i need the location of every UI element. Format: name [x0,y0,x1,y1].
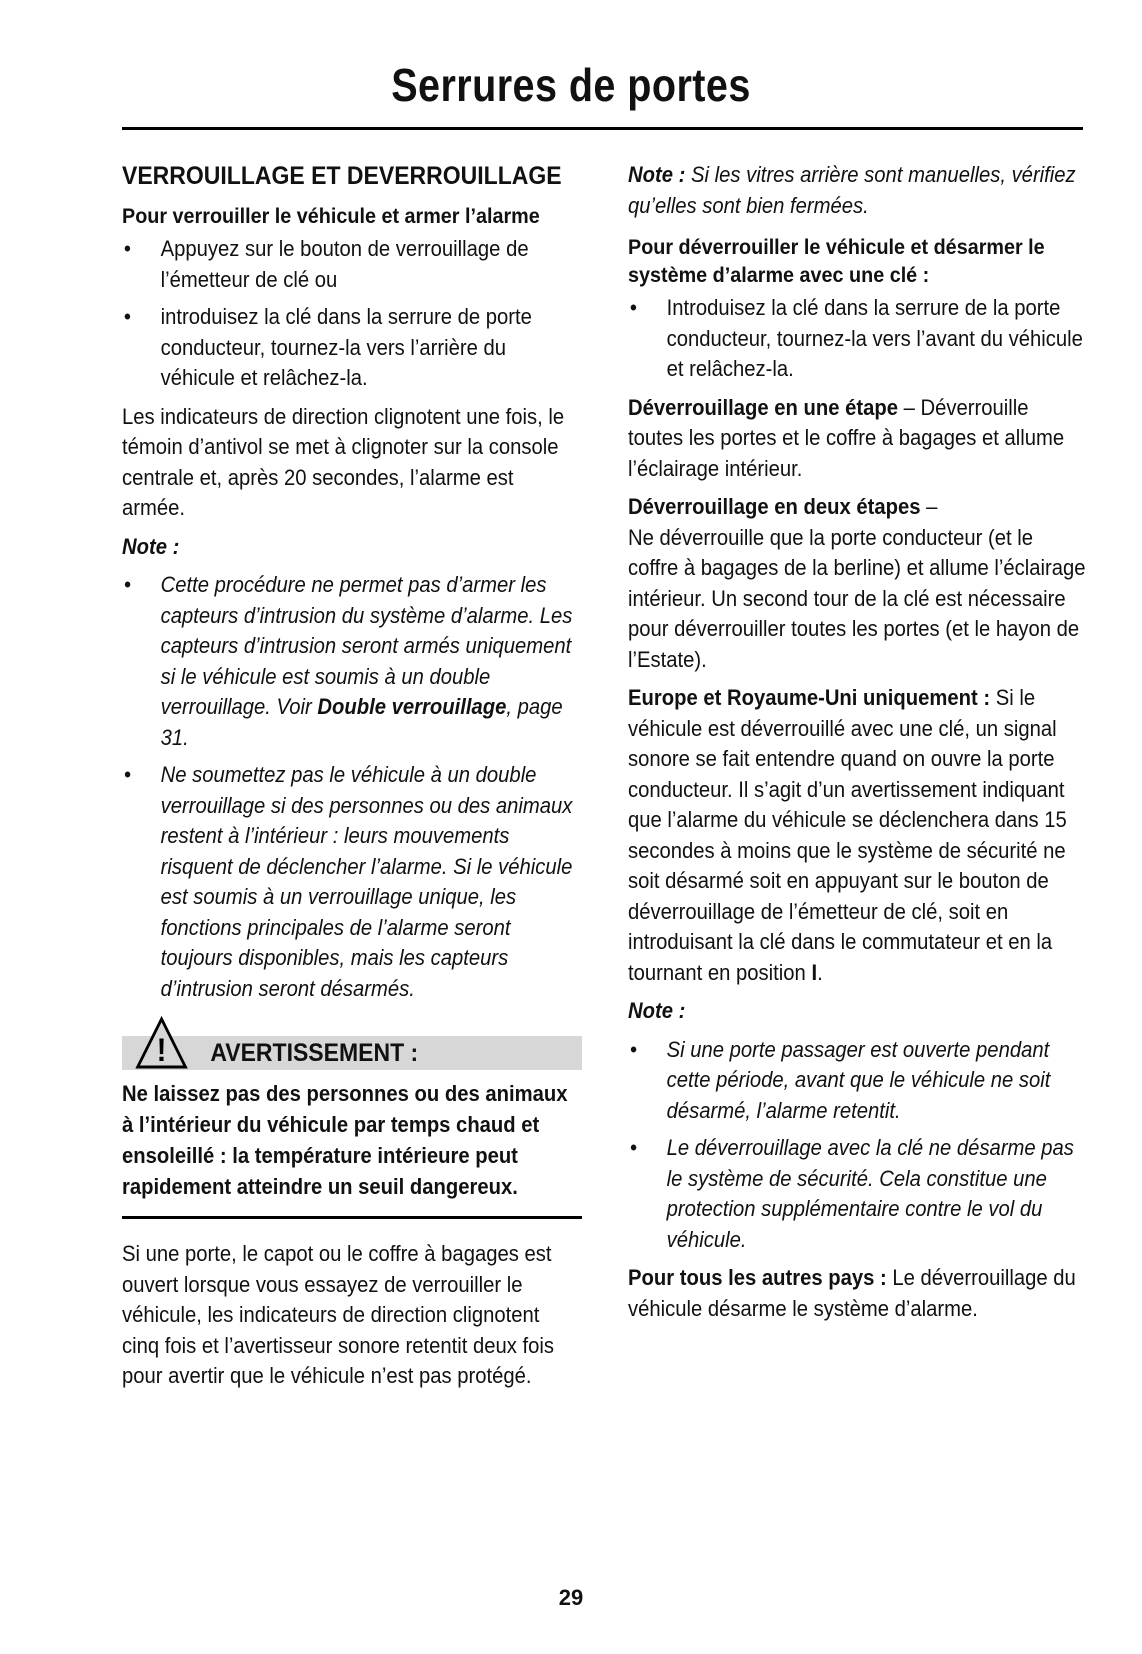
bullet-icon: • [123,236,131,261]
bullet-icon: • [629,1036,637,1062]
list-item: • Le déverrouillage avec la clé ne désarme pas le système de sécurité. Cela constitue une protection supplémentaire contre le vol du véhicule. [629,1135,1074,1252]
left-column [122,160,582,1400]
lock-result-paragraph: Les indicateurs de direction clignotent une fois, le témoin d’antivol se met à clignoter sur la console centrale et, après 20 secondes, l’alarme est armée. [122,403,565,520]
windows-note: Note : Si les vitres arrière sont manuelles, vérifiez qu’elles sont bien fermées. [628,162,1076,218]
unlock-steps-list [628,293,1088,385]
cross-reference-link[interactable]: Double verrouillage [317,694,507,719]
svg-text:!: ! [156,1031,167,1069]
lock-subheading: Pour verrouiller le véhicule et armer l’alarme [122,204,540,228]
open-door-paragraph: Si une porte, le capot ou le coffre à bagages est ouvert lorsque vous essayez de verrouiller le véhicule, les indicateurs de direction clignotent cinq fois et l’avertisseur sonore retentit deux fois pour avertir que le véhicule n’est pas protégé. [122,1241,554,1388]
lock-steps-list [122,234,582,394]
title-rule [122,127,1083,130]
right-column [628,160,1088,1332]
note-label: Note : [628,998,686,1023]
other-countries-paragraph: Pour tous les autres pays : Le déverrouillage du véhicule désarme le système d’alarme. [628,1265,1076,1321]
list-item: • Si une porte passager est ouverte pendant cette période, avant que le véhicule ne soit désarmé, l’alarme retentit. [629,1036,1051,1123]
note-list [628,1035,1088,1256]
bullet-icon: • [123,762,131,787]
one-step-paragraph: Déverrouillage en une étape – Déverrouille toutes les portes et le coffre à bagages et allume l’éclairage intérieur. [628,394,1065,481]
page-title: Serrures de portes [391,59,751,111]
page-number: 29 [558,1585,584,1610]
warning-banner [122,1031,582,1070]
note-list [122,570,582,1004]
two-step-paragraph: Déverrouillage en deux étapes – Ne déverrouille que la porte conducteur (et le coffre à bagages de la berline) et allume l’éclairage intérieur. Un second tour de la clé est nécessaire pour déverrouiller toutes les portes (et le hayon de l’Estate). [628,494,1086,672]
list-item: • introduisez la clé dans la serrure de porte conducteur, tournez-la vers l’arrière du véhicule et relâchez-la. [123,304,532,390]
europe-paragraph: Europe et Royaume-Uni uniquement : Si le véhicule est déverrouillé avec une clé, un signal sonore se fait entendre quand on ouvre la porte conducteur. Il s’agit d’un avertissement indiquant que l’alarme du véhicule se déclenchera dans 15 secondes à moins que le système de sécurité ne soit désarmé soit en appuyant sur le bouton de déverrouillage de l’émetteur de clé, soit en introduisant la clé dans le commutateur et en la tournant en position I. [628,685,1067,985]
bullet-icon: • [123,304,131,329]
warning-text: Ne laissez pas des personnes ou des animaux à l’intérieur du véhicule par temps chaud et ensoleillé : la température intérieure peut rapidement atteindre un seuil dangereux. [122,1081,568,1199]
section-heading: VERROUILLAGE ET DEVERROUILLAGE [122,162,562,190]
bullet-icon: • [123,572,131,597]
unlock-subheading: Pour déverrouiller le véhicule et désarmer le système d’alarme avec une clé : [628,235,1045,287]
bullet-icon: • [629,1135,637,1160]
list-item: • Ne soumettez pas le véhicule à un double verrouillage si des personnes ou des animaux restent à l’intérieur : leurs mouvements risquent de déclencher l’alarme. Si le véhicule est soumis à un verrouillage unique, les fonctions principales de l’alarme seront toujours disponibles, mais les capteurs d’intrusion seront désarmés. [123,762,573,1001]
list-item: • Introduisez la clé dans la serrure de la porte conducteur, tournez-la vers l’avant du véhicule et relâchez-la. [629,295,1083,381]
note-label: Note : [122,533,180,559]
warning-title: AVERTISSEMENT : [210,1039,419,1067]
list-item: • Appuyez sur le bouton de verrouillage de l’émetteur de clé ou [123,236,529,292]
bullet-icon: • [629,295,637,320]
warning-end-rule [122,1216,582,1219]
list-item: • Cette procédure ne permet pas d’armer les capteurs d’intrusion du système d’alarme. Les capteurs d’intrusion seront armés uniquement si le véhicule est soumis à un double verrouillage. Voir Double verrouillage, page 31. [123,572,573,750]
warning-triangle-icon [135,1016,188,1070]
